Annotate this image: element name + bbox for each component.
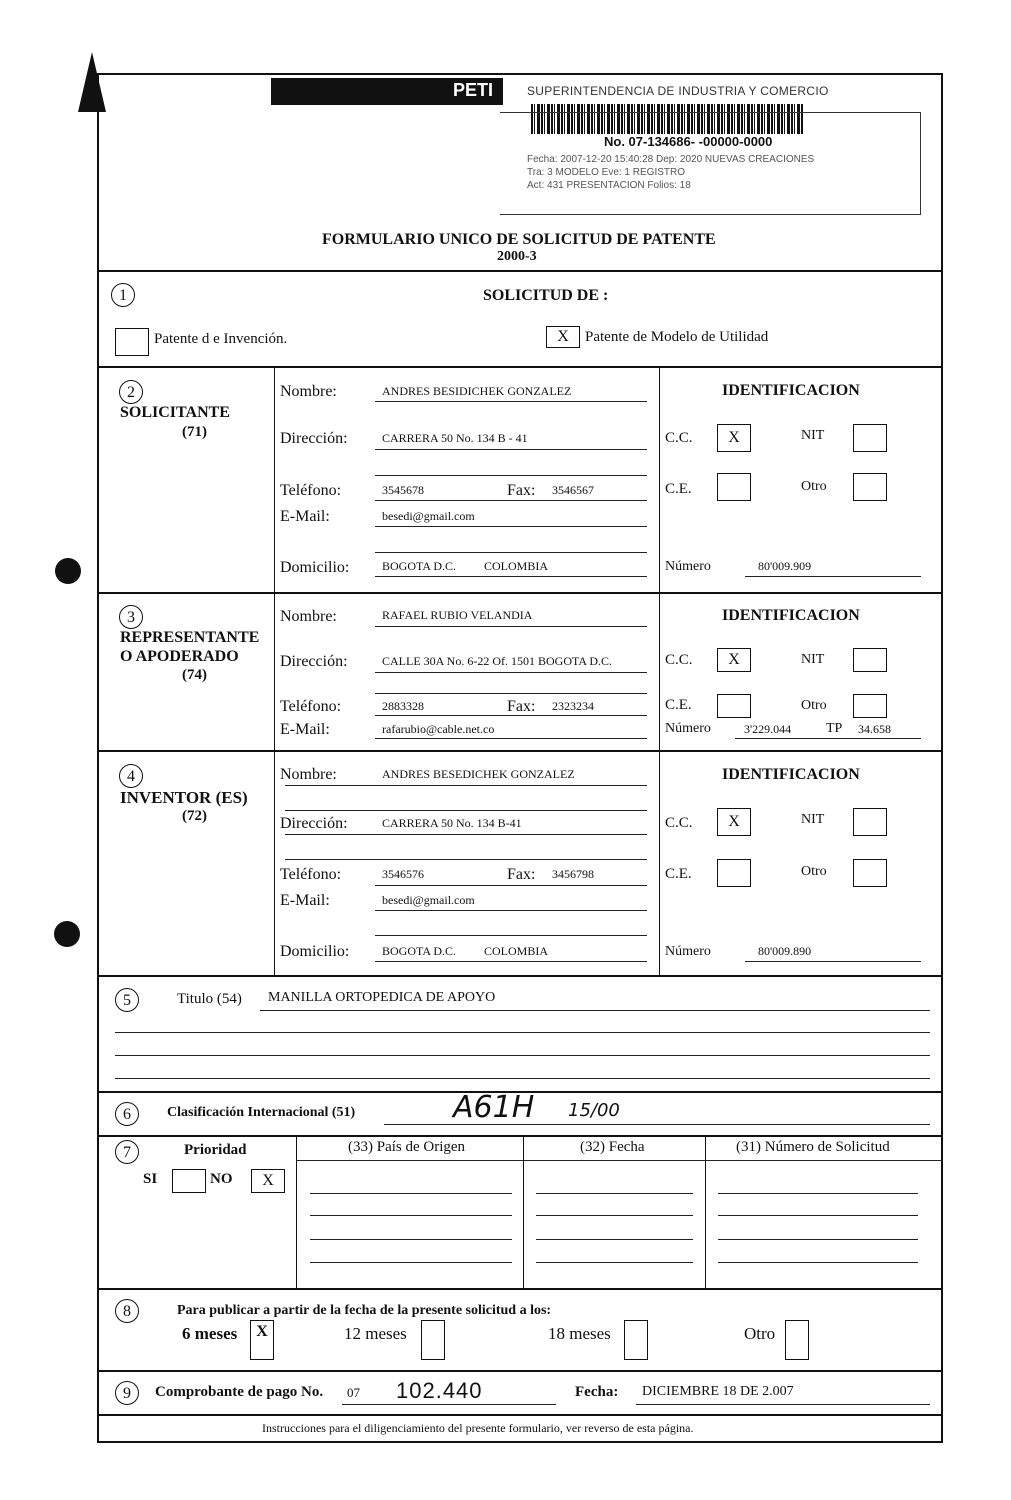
label-fax: Fax: — [507, 482, 536, 499]
s8-checkbox-12[interactable] — [421, 1320, 445, 1360]
label-domicile: Domicilio: — [280, 559, 350, 576]
punch-hole — [54, 921, 80, 947]
label-name: Nombre: — [280, 608, 337, 625]
stamp-number: No. 07-134686- -00000-0000 — [604, 134, 773, 149]
label-nit: NIT — [801, 428, 825, 443]
s3-fax: 2323234 — [552, 699, 594, 713]
s2-email: besedi@gmail.com — [382, 509, 475, 523]
checkbox-utility-model[interactable]: X — [546, 326, 580, 348]
label-number: Número — [665, 944, 711, 959]
label-phone: Teléfono: — [280, 866, 342, 883]
section-number: 3 — [119, 605, 143, 629]
s4-phone: 3546576 — [382, 867, 424, 881]
section-number: 1 — [111, 283, 135, 307]
section-number: 4 — [119, 764, 143, 788]
label-fax: Fax: — [507, 866, 536, 883]
s7-no-label: NO — [210, 1171, 233, 1187]
s8-opt-other: Otro — [744, 1324, 776, 1343]
s1-title: SOLICITUD DE : — [483, 287, 609, 304]
label-cc: C.C. — [665, 430, 693, 446]
s4-fax: 3456798 — [552, 867, 594, 881]
label-address: Dirección: — [280, 653, 348, 670]
label-phone: Teléfono: — [280, 698, 342, 715]
label-ce: C.E. — [665, 866, 692, 882]
s8-checkbox-6[interactable]: X — [250, 1320, 274, 1360]
s9-receipt-number: 102.440 — [396, 1378, 483, 1403]
s3-phone: 2883328 — [382, 699, 424, 713]
label-email: E-Mail: — [280, 892, 330, 909]
s7-si-label: SI — [143, 1171, 158, 1187]
s4-checkbox-other[interactable] — [853, 859, 887, 887]
s4-dom-city: BOGOTA D.C. — [382, 944, 457, 958]
s2-name: ANDRES BESIDICHEK GONZALEZ — [382, 384, 572, 398]
s3-checkbox-other[interactable] — [853, 694, 887, 718]
section-number: 7 — [115, 1140, 139, 1164]
s2-fax: 3546567 — [552, 483, 594, 497]
s2-dom-city: BOGOTA D.C. — [382, 559, 457, 573]
section-number: 9 — [115, 1381, 139, 1405]
s6-value-main: A61H — [453, 1090, 535, 1125]
s7-col-number: (31) Número de Solicitud — [736, 1139, 890, 1155]
s3-email: rafarubio@cable.net.co — [382, 722, 495, 736]
s7-col-date: (32) Fecha — [580, 1139, 645, 1155]
s8-checkbox-18[interactable] — [624, 1320, 648, 1360]
s3-checkbox-ce[interactable] — [717, 694, 751, 718]
stamp-line2: Tra: 3 MODELO Eve: 1 REGISTRO — [527, 167, 685, 178]
stamp-line1: Fecha: 2007-12-20 15:40:28 Dep: 2020 NUEVAS CREACIONES — [527, 154, 815, 165]
label-name: Nombre: — [280, 766, 337, 783]
form-title: FORMULARIO UNICO DE SOLICITUD DE PATENTE — [322, 231, 716, 248]
s4-identification: IDENTIFICACION — [722, 766, 860, 783]
section-number: 8 — [115, 1299, 139, 1323]
s2-code: (71) — [182, 424, 207, 440]
label-nit: NIT — [801, 652, 825, 667]
s8-text: Para publicar a partir de la fecha de la presente solicitud a los: — [177, 1303, 552, 1318]
s7-checkbox-no[interactable]: X — [251, 1169, 285, 1193]
section-number: 2 — [119, 380, 143, 404]
s2-checkbox-cc[interactable]: X — [717, 424, 751, 452]
s9-date-label: Fecha: — [575, 1384, 619, 1400]
label-email: E-Mail: — [280, 721, 330, 738]
s2-checkbox-other[interactable] — [853, 473, 887, 501]
s3-address: CALLE 30A No. 6-22 Of. 1501 BOGOTA D.C. — [382, 654, 613, 668]
stamp-line3: Act: 431 PRESENTACION Folios: 18 — [527, 180, 691, 191]
s2-phone: 3545678 — [382, 483, 424, 497]
s5-title-value: MANILLA ORTOPEDICA DE APOYO — [268, 990, 496, 1005]
s3-title2: O APODERADO — [120, 648, 239, 665]
s4-id-number: 80'009.890 — [758, 944, 812, 958]
s9-prefix: 07 — [347, 1385, 360, 1400]
s4-dom-country: COLOMBIA — [484, 944, 549, 958]
s4-title: INVENTOR (ES) — [120, 788, 248, 807]
label-number: Número — [665, 559, 711, 574]
s8-opt18: 18 meses — [548, 1324, 611, 1343]
s3-checkbox-cc[interactable]: X — [717, 648, 751, 672]
s3-id-number: 3'229.044 — [744, 722, 792, 736]
peti-label: PETI — [453, 80, 494, 100]
label-other: Otro — [801, 479, 827, 494]
section-number: 5 — [115, 988, 139, 1012]
label-tp: TP — [826, 721, 843, 736]
s4-email: besedi@gmail.com — [382, 893, 475, 907]
s3-code: (74) — [182, 667, 207, 683]
s4-name: ANDRES BESEDICHEK GONZALEZ — [382, 767, 575, 781]
s9-date: DICIEMBRE 18 DE 2.007 — [642, 1384, 794, 1399]
s8-opt12: 12 meses — [344, 1324, 407, 1343]
s2-checkbox-ce[interactable] — [717, 473, 751, 501]
label-other: Otro — [801, 698, 827, 713]
s3-title1: REPRESENTANTE — [120, 629, 260, 646]
label-domicile: Domicilio: — [280, 943, 350, 960]
s6-label: Clasificación Internacional (51) — [167, 1105, 356, 1120]
section-number: 6 — [115, 1102, 139, 1126]
punch-hole — [55, 558, 81, 584]
s2-dom-country: COLOMBIA — [484, 559, 549, 573]
s5-label: Titulo (54) — [177, 991, 242, 1007]
form-footer: Instrucciones para el diligenciamiento del presente formulario, ver reverso de esta página. — [262, 1421, 694, 1435]
stamp-frame — [500, 112, 921, 215]
s2-address: CARRERA 50 No. 134 B - 41 — [382, 431, 528, 445]
checkbox-invention[interactable] — [115, 328, 149, 356]
stamp-office: SUPERINTENDENCIA DE INDUSTRIA Y COMERCIO — [527, 84, 829, 98]
s8-checkbox-other[interactable] — [785, 1320, 809, 1360]
label-address: Dirección: — [280, 815, 348, 832]
label-ce: C.E. — [665, 481, 692, 497]
s4-checkbox-nit[interactable] — [853, 808, 887, 836]
s4-code: (72) — [182, 808, 207, 824]
s2-checkbox-nit[interactable] — [853, 424, 887, 452]
label-ce: C.E. — [665, 697, 692, 713]
label-phone: Teléfono: — [280, 482, 342, 499]
label-nit: NIT — [801, 812, 825, 827]
s3-tp-number: 34.658 — [858, 722, 891, 736]
s4-checkbox-ce[interactable] — [717, 859, 751, 887]
form-code: 2000-3 — [497, 249, 537, 264]
label-other: Otro — [801, 864, 827, 879]
s9-label: Comprobante de pago No. — [155, 1384, 324, 1400]
s3-name: RAFAEL RUBIO VELANDIA — [382, 608, 533, 622]
s3-checkbox-nit[interactable] — [853, 648, 887, 672]
label-number: Número — [665, 721, 711, 736]
s7-col-country: (33) País de Origen — [348, 1139, 466, 1155]
s8-opt6: 6 meses — [182, 1324, 238, 1343]
s7-checkbox-si[interactable] — [172, 1169, 206, 1193]
label-utility-model: Patente de Modelo de Utilidad — [585, 329, 769, 345]
label-invention: Patente d e Invención. — [154, 331, 288, 347]
label-name: Nombre: — [280, 383, 337, 400]
s4-address: CARRERA 50 No. 134 B-41 — [382, 816, 522, 830]
s7-label: Prioridad — [184, 1142, 247, 1158]
label-address: Dirección: — [280, 430, 348, 447]
s3-identification: IDENTIFICACION — [722, 607, 860, 624]
s2-id-number: 80'009.909 — [758, 559, 812, 573]
patent-form — [97, 73, 943, 1443]
label-email: E-Mail: — [280, 508, 330, 525]
label-fax: Fax: — [507, 698, 536, 715]
label-cc: C.C. — [665, 815, 693, 831]
s4-checkbox-cc[interactable]: X — [717, 808, 751, 836]
s2-title: SOLICITANTE — [120, 404, 230, 421]
s6-value-sub: 15/00 — [568, 1100, 620, 1121]
s2-identification: IDENTIFICACION — [722, 382, 860, 399]
label-cc: C.C. — [665, 652, 693, 668]
